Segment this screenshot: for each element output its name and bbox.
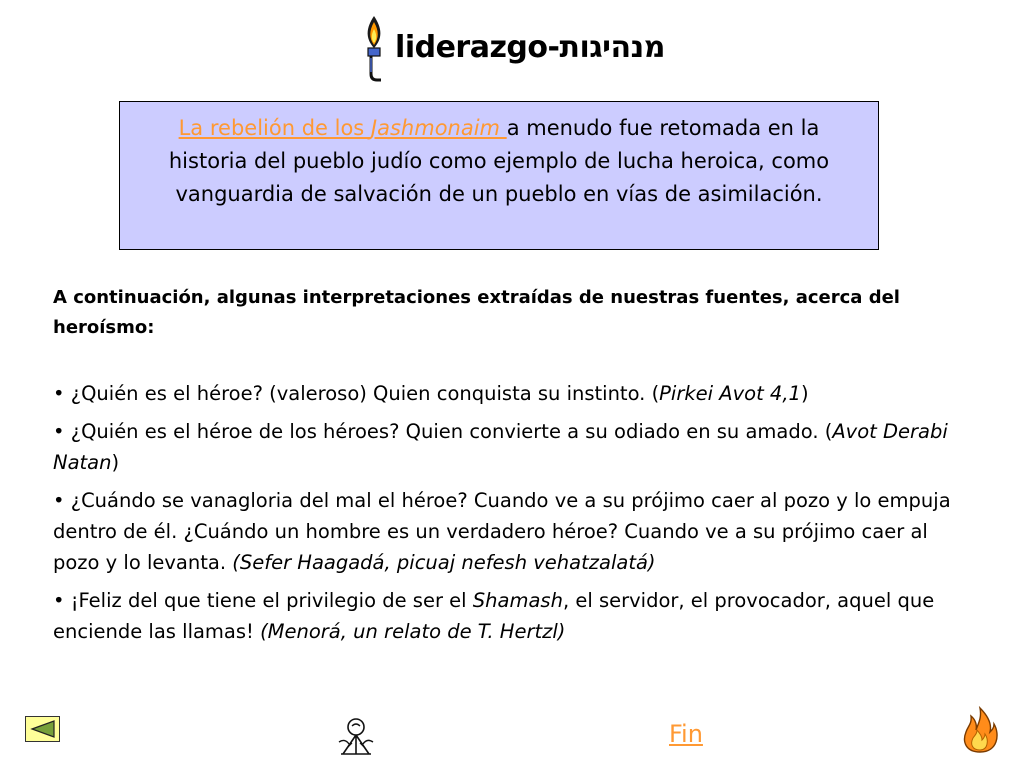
header xyxy=(0,14,1024,84)
fin-link[interactable]: Fin xyxy=(669,720,703,748)
quote-source: (Sefer Haagadá, picuaj nefesh vehatzalatá) xyxy=(232,551,656,574)
intro-link[interactable] xyxy=(179,116,507,140)
previous-button[interactable] xyxy=(25,716,60,742)
quote-tail: ) xyxy=(800,382,809,405)
quote-source-2: (Menorá, un relato de T. Hertzl) xyxy=(260,620,566,643)
flame-icon[interactable] xyxy=(960,706,1000,754)
quote-tail: , el servidor, el provocador, aquel que enciende las llamas! xyxy=(53,589,935,643)
intro-text: a menudo fue retomada en la historia del pueblo judío como ejemplo de lucha heroica, como vanguardia de salvación de un pueblo en vías de asimilación. xyxy=(168,116,830,206)
bullet: • xyxy=(53,489,65,512)
quote-item xyxy=(53,485,965,578)
quote-text: ¡Feliz del que tiene el privilegio de ser el xyxy=(64,589,473,612)
intro-box xyxy=(119,101,879,250)
quote-source: Avot Derabi Natan xyxy=(53,420,948,474)
quote-item xyxy=(53,585,965,647)
intro-link-emphasis: Jashmonaim xyxy=(370,116,507,140)
menorah-candle-icon xyxy=(359,14,389,84)
intro-link-text: La rebelión de los xyxy=(178,116,371,140)
quote-tail: ) xyxy=(111,451,120,474)
quote-item xyxy=(53,378,965,409)
section-subheading: A continuación, algunas interpretaciones extraídas de nuestras fuentes, acerca del heroísmo: xyxy=(53,287,900,338)
quote-source: Shamash xyxy=(472,589,563,612)
page-title: liderazgo-מנהיגות xyxy=(395,29,665,65)
quote-text: ¿Quién es el héroe? (valeroso) Quien conquista su instinto. ( xyxy=(64,382,660,405)
bullet: • xyxy=(53,420,65,443)
triangle-left-icon xyxy=(30,720,56,738)
quote-text: ¿Cuándo se vanagloria del mal el héroe? Cuando ve a su prójimo caer al pozo y lo empuja dentro de él. ¿Cuándo un hombre es un verdadero héroe? Cuando ve a su prójimo caer al pozo y lo levanta. xyxy=(53,489,951,574)
quote-item xyxy=(53,416,965,478)
quotes-list xyxy=(53,378,965,654)
quote-text: ¿Quién es el héroe de los héroes? Quien convierte a su odiado en su amado. ( xyxy=(64,420,833,443)
bullet: • xyxy=(53,589,65,612)
bullet: • xyxy=(53,382,65,405)
youth-movement-emblem-icon xyxy=(335,714,377,758)
quote-source: Pirkei Avot 4,1 xyxy=(659,382,801,405)
